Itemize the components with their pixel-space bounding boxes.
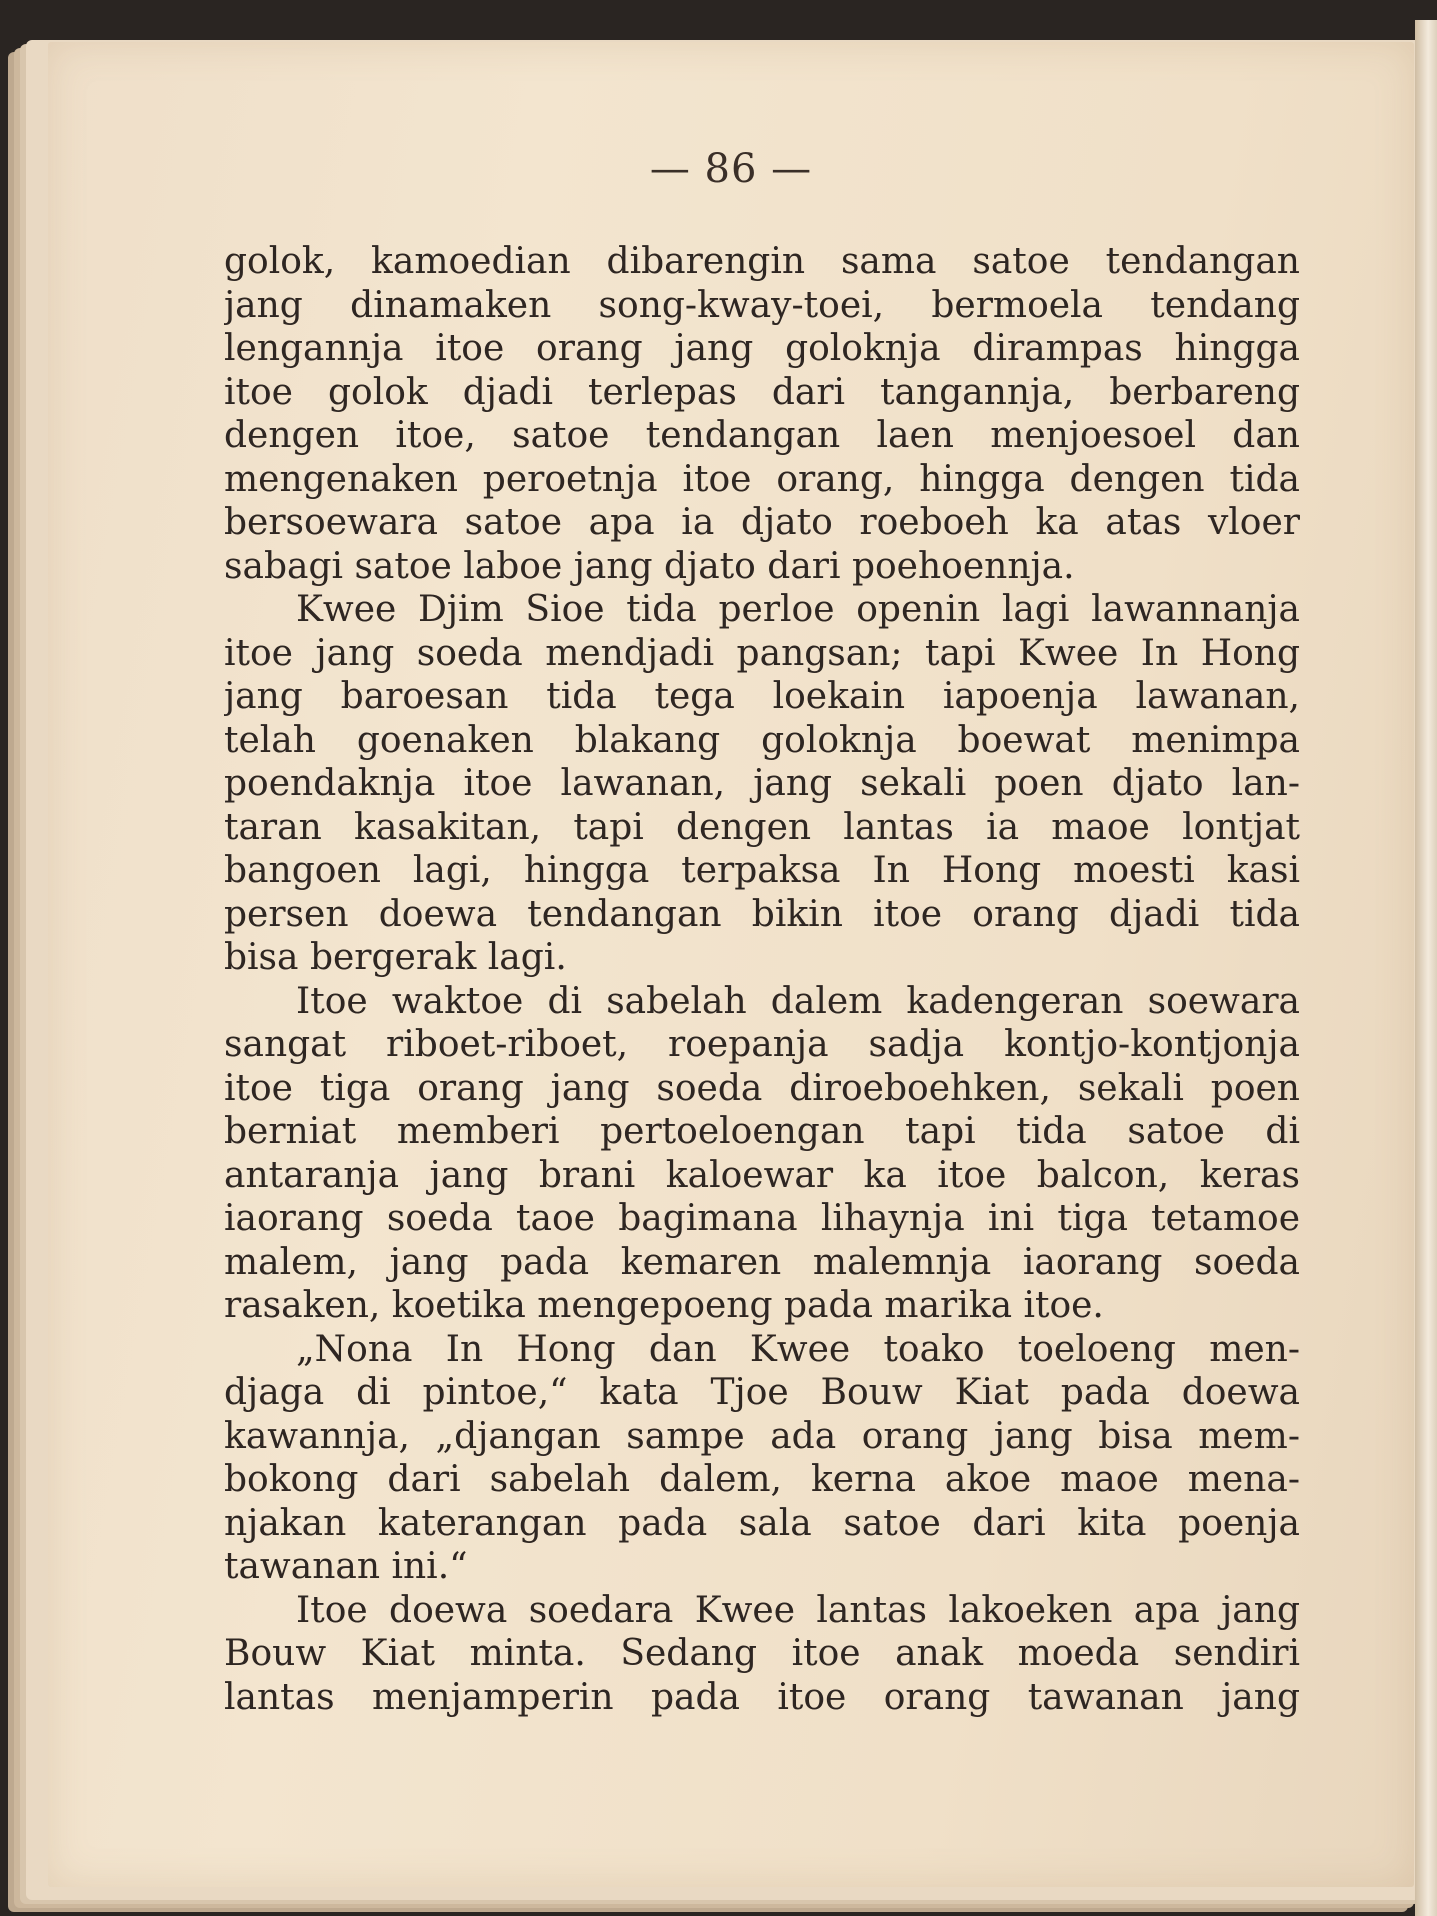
- text-line: sabagi satoe laboe jang djato dari poehoennja.: [224, 545, 1075, 587]
- page-number: — 86 —: [649, 146, 813, 192]
- text-line: bersoewara satoe apa ia djato roeboeh ka atas vloer: [224, 502, 1300, 543]
- text-line: persen doewa tendangan bikin itoe orang djadi tida: [224, 893, 1300, 935]
- text-line: rasaken, koetika mengepoeng pada marika itoe.: [224, 1285, 1104, 1326]
- text-line: sangat riboet-riboet, roepanja sadja kontjo-kontjonja: [224, 1024, 1300, 1065]
- text-line: tawanan ini.“: [224, 1546, 468, 1587]
- book-page: [48, 42, 1414, 1887]
- text-line: golok, kamoedian dibarengin sama satoe tendangan: [224, 241, 1300, 282]
- text-line: taran kasakitan, tapi dengen lantas ia maoe lontjat: [224, 806, 1300, 848]
- body-text: [224, 240, 1300, 1719]
- text-line: malem, jang pada kemaren malemnja iaorang soeda: [224, 1241, 1300, 1283]
- text-line: bangoen lagi, hingga terpaksa In Hong moesti kasi: [224, 850, 1300, 891]
- text-line: njakan katerangan pada sala satoe dari kita poenja: [224, 1502, 1300, 1544]
- text-line: Itoe doewa soedara Kwee lantas lakoeken apa jang: [296, 1589, 1300, 1631]
- text-line: jang baroesan tida tega loekain iapoenja lawanan,: [224, 676, 1300, 717]
- text-line: bisa bergerak lagi.: [224, 937, 567, 978]
- text-line: telah goenaken blakang goloknja boewat menimpa: [224, 719, 1300, 761]
- text-line: itoe jang soeda mendjadi pangsan; tapi Kwee In Hong: [224, 632, 1300, 674]
- text-line: Kwee Djim Sioe tida perloe openin lagi lawannanja: [296, 589, 1300, 630]
- text-line: bokong dari sabelah dalem, kerna akoe maoe mena-: [224, 1459, 1300, 1500]
- text-line: mengenaken peroetnja itoe orang, hingga dengen tida: [224, 458, 1300, 500]
- text-line: djaga di pintoe,“ kata Tjoe Bouw Kiat pada doewa: [224, 1372, 1300, 1413]
- book-binding: [1415, 20, 1437, 1916]
- text-line: itoe golok djadi terlepas dari tangannja, berbareng: [224, 371, 1300, 413]
- text-line: poendaknja itoe lawanan, jang sekali poen djato lan-: [224, 763, 1300, 804]
- text-line: „Nona In Hong dan Kwee toako toeloeng men-: [296, 1328, 1300, 1370]
- text-line: Bouw Kiat minta. Sedang itoe anak moeda sendiri: [224, 1633, 1300, 1674]
- text-line: antaranja jang brani kaloewar ka itoe balcon, keras: [224, 1154, 1300, 1196]
- text-line: itoe tiga orang jang soeda diroeboehken, sekali poen: [224, 1067, 1300, 1109]
- text-line: jang dinamaken song-kway-toei, bermoela tendang: [224, 284, 1300, 326]
- text-line: lengannja itoe orang jang goloknja dirampas hingga: [224, 328, 1300, 369]
- text-line: iaorang soeda taoe bagimana lihaynja ini tiga tetamoe: [224, 1198, 1300, 1239]
- text-line: lantas menjamperin pada itoe orang tawanan jang: [224, 1676, 1300, 1718]
- text-line: dengen itoe, satoe tendangan laen menjoesoel dan: [224, 415, 1300, 456]
- text-line: kawannja, „djangan sampe ada orang jang bisa mem-: [224, 1415, 1300, 1457]
- text-line: berniat memberi pertoeloengan tapi tida satoe di: [224, 1111, 1300, 1152]
- text-line: Itoe waktoe di sabelah dalem kadengeran soewara: [296, 980, 1300, 1022]
